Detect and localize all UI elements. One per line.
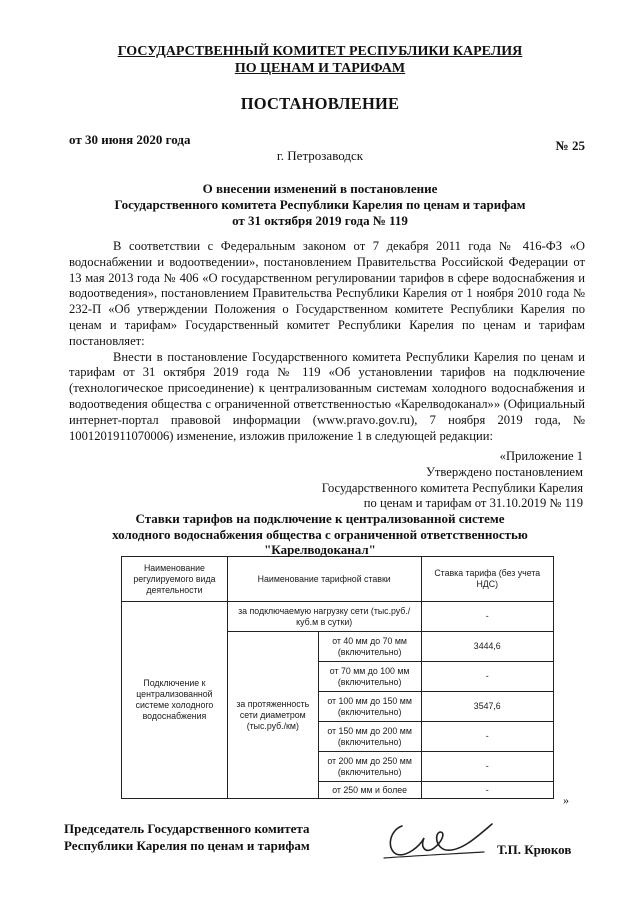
diameter-range: от 70 мм до 100 мм (включительно) xyxy=(318,662,421,692)
table-row xyxy=(122,602,554,632)
handwritten-signature xyxy=(380,818,500,864)
document-subject xyxy=(0,181,640,229)
diameter-range: от 150 мм до 200 мм (включительно) xyxy=(318,722,421,752)
approval-block xyxy=(243,449,583,512)
table-title xyxy=(0,511,640,558)
body-paragraph-2: Внести в постановление Государственного комитета Республики Карелия по ценам и тарифам от 31 октября 2019 года № 119 «Об установлении тарифов на подключение (технологическое присоединение) к централизованным системам холодного водоснабжения и водоотведения общества с ограниченной ответственностью «Карелводоканал»» (Официальный интернет-портал правовой информации (www.pravo.gov.ru), 7 ноября 2019 года, № 1001201911070006) изменение, изложив приложение 1 в следующей редакции: xyxy=(69,349,585,443)
diameter-rate: 3444,6 xyxy=(421,632,553,662)
load-rate-name: за подключаемую нагрузку сети (тыс.руб./куб.м в сутки) xyxy=(227,602,421,632)
approval-line-3: Государственного комитета Республики Карелия xyxy=(321,480,583,495)
diameter-range: от 200 мм до 250 мм (включительно) xyxy=(318,752,421,782)
table-title-line-3: "Карелводоканал" xyxy=(264,542,376,557)
table-title-line-2: холодного водоснабжения общества с ограниченной ответственностью xyxy=(112,526,528,542)
header-activity: Наименование регулируемого вида деятельности xyxy=(122,557,228,602)
document-date: от 30 июня 2020 года xyxy=(69,132,191,147)
position-line-1: Председатель Государственного комитета xyxy=(64,821,310,836)
table-header-row xyxy=(122,557,554,602)
approval-line-1: «Приложение 1 xyxy=(499,449,583,463)
approval-line-2: Утверждено постановлением xyxy=(426,464,583,479)
position-line-2: Республики Карелия по ценам и тарифам xyxy=(64,838,310,853)
diameter-rate: - xyxy=(421,662,553,692)
header-rate: Ставка тарифа (без учета НДС) xyxy=(421,557,553,602)
diameter-label-cell: за протяженность сети диаметром (тыс.руб./км) xyxy=(227,632,318,799)
document-type: ПОСТАНОВЛЕНИЕ xyxy=(240,94,400,113)
org-line-1: ГОСУДАРСТВЕННЫЙ КОМИТЕТ РЕСПУБЛИКИ КАРЕЛИЯ xyxy=(117,44,523,59)
signatory-position xyxy=(64,820,310,854)
closing-quote: » xyxy=(563,793,569,807)
diameter-range: от 40 мм до 70 мм (включительно) xyxy=(318,632,421,662)
load-rate-value: - xyxy=(421,602,553,632)
subject-line-3: от 31 октября 2019 года № 119 xyxy=(232,213,408,228)
signatory-name: Т.П. Крюков xyxy=(497,842,572,857)
document-city: г. Петрозаводск xyxy=(276,148,364,163)
document-number: № 25 xyxy=(555,138,585,153)
document-body xyxy=(69,239,585,444)
diameter-rate: - xyxy=(421,752,553,782)
header-rate-name: Наименование тарифной ставки xyxy=(227,557,421,602)
activity-cell: Подключение к централизованной системе холодного водоснабжения xyxy=(122,602,228,799)
body-paragraph-1: В соответствии с Федеральным законом от 7 декабря 2011 года № 416-ФЗ «О водоснабжении и водоотведении», постановлением Правительства Российской Федерации от 13 мая 2013 года № 406 «О государственном регулировании тарифов в сфере водоснабжения и водоотведения», постановлением Правительства Республики Карелия от 1 ноября 2010 года № 232-П «Об утверждении Положения о Государственном комитете Республики Карелия по ценам и тарифам» Государственный комитет Республики Карелия по ценам и тарифам постановляет: xyxy=(69,239,585,348)
diameter-range: от 100 мм до 150 мм (включительно) xyxy=(318,692,421,722)
table-title-line-1: Ставки тарифов на подключение к централизованной системе xyxy=(135,511,505,526)
subject-line-2: Государственного комитета Республики Карелия по ценам и тарифам xyxy=(114,197,526,212)
diameter-rate: 3547,6 xyxy=(421,692,553,722)
subject-line-1: О внесении изменений в постановление xyxy=(202,181,438,196)
tariff-table xyxy=(121,556,554,799)
diameter-range: от 250 мм и более xyxy=(318,782,421,799)
organization-name xyxy=(0,43,640,77)
org-line-2: ПО ЦЕНАМ И ТАРИФАМ xyxy=(234,61,406,76)
diameter-rate: - xyxy=(421,782,553,799)
approval-line-4: по ценам и тарифам от 31.10.2019 № 119 xyxy=(363,496,583,511)
diameter-rate: - xyxy=(421,722,553,752)
